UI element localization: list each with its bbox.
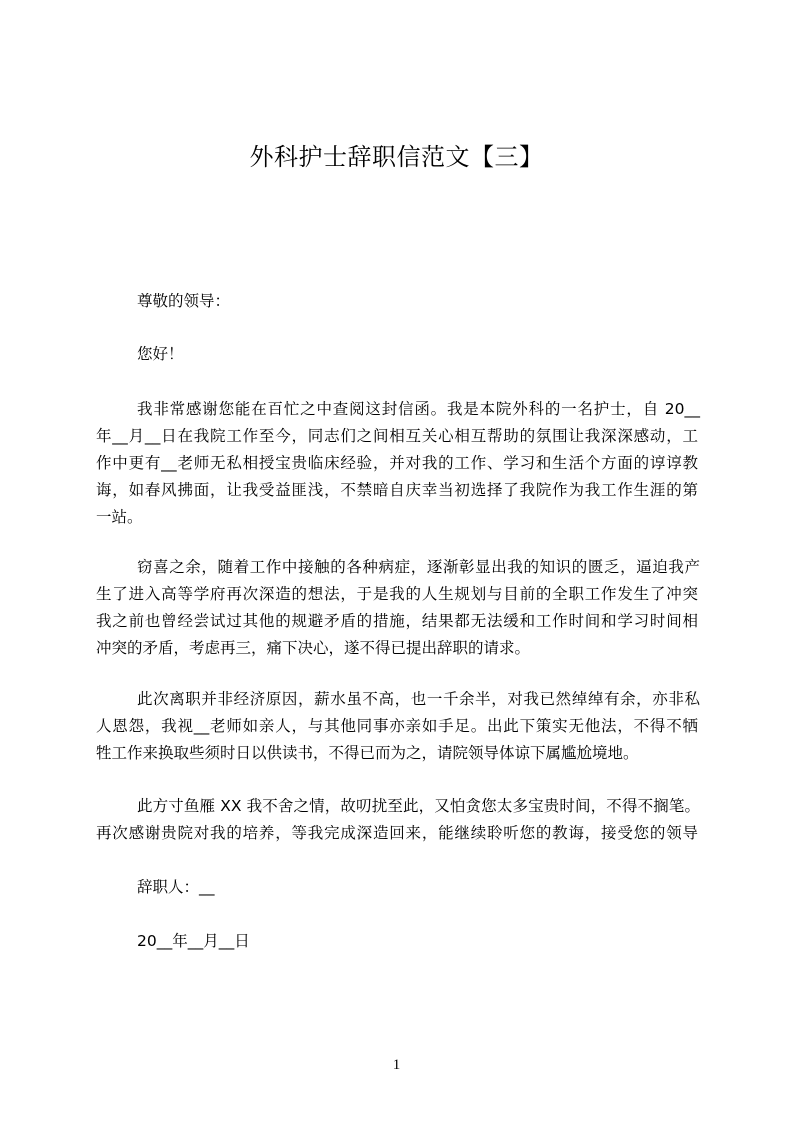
signature-line: 辞职人：__ (137, 878, 215, 896)
paragraph-1-line: 作中更有__老师无私相授宝贵临床经验，并对我的工作、学习和生活个方面的谆谆教 (96, 454, 698, 472)
paragraph-4-line: 此方寸鱼雁 XX 我不舍之情，故叨扰至此，又怕贪您太多宝贵时间，不得不搁笔。 (137, 797, 700, 815)
paragraph-2-line: 我之前也曾经尝试过其他的规避矛盾的措施，结果都无法缓和工作时间和学习时间相 (96, 612, 698, 630)
paragraph-2-line: 生了进入高等学府再次深造的想法，于是我的人生规划与目前的全职工作发生了冲突 (96, 585, 698, 603)
document-title: 外科护士辞职信范文【三】 (249, 143, 544, 171)
paragraph-3-line: 此次离职并非经济原因，薪水虽不高，也一千余半，对我已然绰绰有余，亦非私 (137, 690, 700, 708)
greeting: 您好！ (137, 345, 184, 363)
paragraph-1-line: 年__月__日在我院工作至今，同志们之间相互关心相互帮助的氛围让我深深感动，工 (96, 427, 698, 445)
paragraph-1-line: 诲，如春风拂面，让我受益匪浅，不禁暗自庆幸当初选择了我院作为我工作生涯的第 (96, 481, 698, 499)
paragraph-1-line: 我非常感谢您能在百忙之中查阅这封信函。我是本院外科的一名护士，自 20__ (137, 400, 700, 418)
paragraph-3-line: 人恩怨，我视__老师如亲人，与其他同事亦亲如手足。出此下策实无他法，不得不牺 (96, 717, 698, 735)
paragraph-4-line: 再次感谢贵院对我的培养，等我完成深造回来，能继续聆听您的教诲，接受您的领导 (96, 824, 698, 842)
date-line: 20__年__月__日 (137, 932, 250, 950)
salutation: 尊敬的领导： (137, 292, 231, 310)
page-number: 1 (392, 1057, 401, 1073)
paragraph-2-line: 窃喜之余，随着工作中接触的各种病症，逐渐彰显出我的知识的匮乏，逼迫我产 (137, 558, 700, 576)
paragraph-3-line: 牲工作来换取些须时日以供读书，不得已而为之，请院领导体谅下属尴尬境地。 (96, 744, 639, 762)
paragraph-1-line: 一站。 (96, 508, 143, 526)
paragraph-2-line: 冲突的矛盾，考虑再三，痛下决心，遂不得已提出辞职的请求。 (96, 639, 531, 657)
